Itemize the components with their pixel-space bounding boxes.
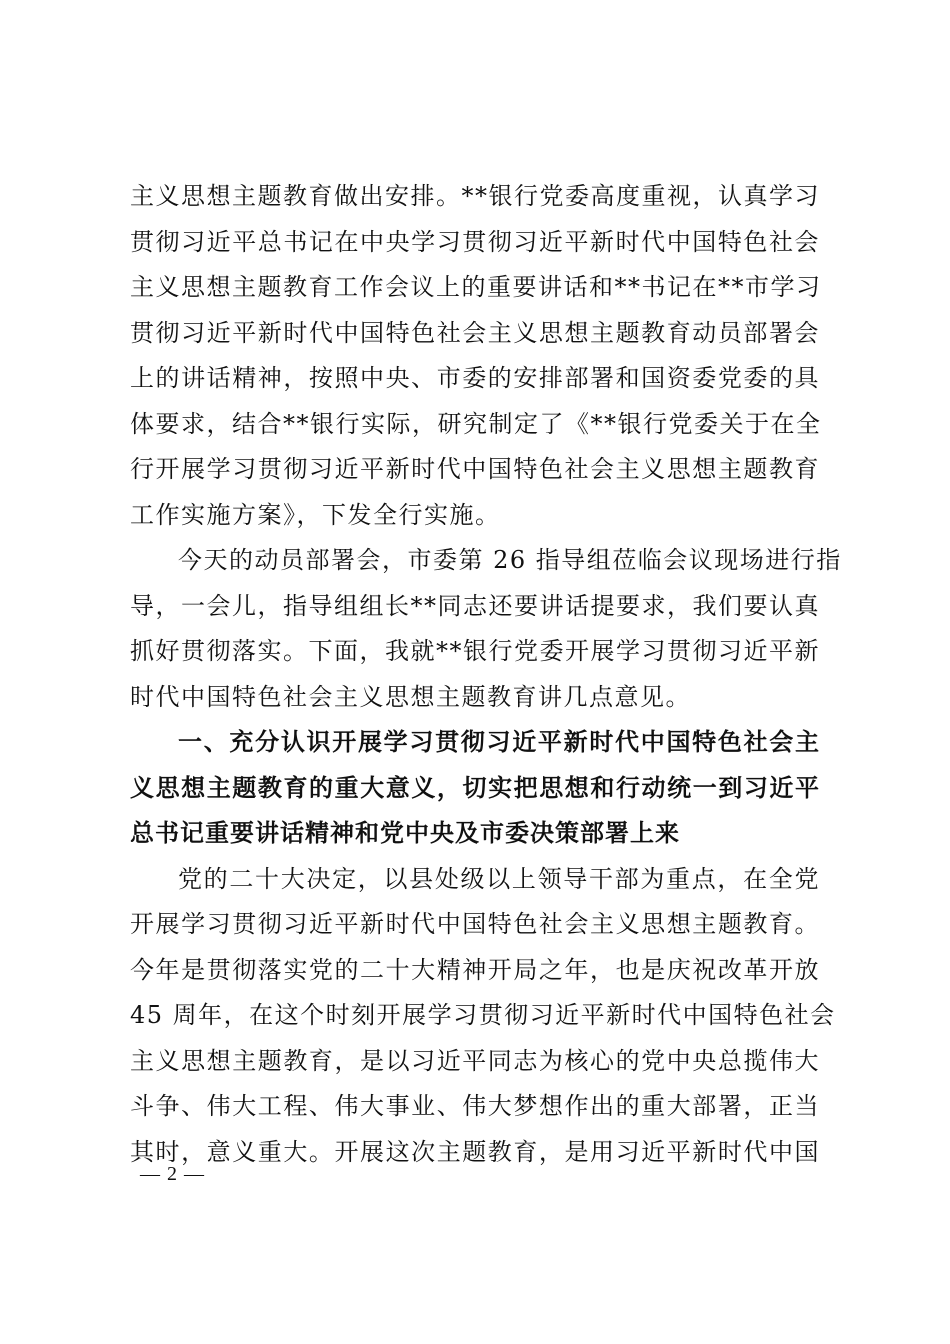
text-line: 上的讲话精神，按照中央、市委的安排部署和国资委党委的具: [130, 364, 820, 392]
page-number: — 2 —: [140, 1163, 205, 1185]
text-line: 其时，意义重大。开展这次主题教育，是用习近平新时代中国: [130, 1137, 820, 1166]
text-line: 主义思想主题教育工作会议上的重要讲话和**书记在**市学习: [130, 273, 822, 301]
text-line: 贯彻习近平总书记在中央学习贯彻习近平新时代中国特色社会: [130, 227, 820, 256]
heading-line: 总书记重要讲话精神和党中央及市委决策部署上来: [130, 819, 680, 847]
section-heading: [130, 720, 820, 857]
heading-line: 一、充分认识开展学习贯彻习近平新时代中国特色社会主: [178, 728, 820, 756]
text-line: 主义思想主题教育，是以习近平同志为核心的党中央总揽伟大: [130, 1046, 820, 1075]
heading-line: 义思想主题教育的重大意义，切实把思想和行动统一到习近平: [130, 773, 820, 802]
text-line: 行开展学习贯彻习近平新时代中国特色社会主义思想主题教育: [130, 455, 820, 483]
text-line: 开展学习贯彻习近平新时代中国特色社会主义思想主题教育。: [130, 910, 820, 938]
document-body: [130, 174, 842, 1175]
text-line: 斗争、伟大工程、伟大事业、伟大梦想作出的重大部署，正当: [130, 1092, 820, 1120]
text-line: 主义思想主题教育做出安排。**银行党委高度重视，认真学习: [130, 182, 820, 210]
text-line: 工作实施方案》，下发全行实施。: [130, 500, 501, 529]
paragraph-4: [130, 857, 836, 1176]
paragraph-1: [130, 174, 820, 538]
text-line: 体要求，结合**银行实际，研究制定了《**银行党委关于在全: [130, 409, 822, 438]
text-line: 党的二十大决定，以县处级以上领导干部为重点，在全党: [178, 864, 820, 893]
text-line: 贯彻习近平新时代中国特色社会主义思想主题教育动员部署会: [130, 318, 820, 347]
paragraph-2: [130, 538, 842, 720]
text-line: 时代中国特色社会主义思想主题教育讲几点意见。: [130, 682, 691, 711]
text-line: 今年是贯彻落实党的二十大精神开局之年，也是庆祝改革开放: [130, 955, 820, 984]
text-line: 导，一会儿，指导组组长**同志还要讲话提要求，我们要认真: [130, 591, 820, 620]
text-line: 抓好贯彻落实。下面，我就**银行党委开展学习贯彻习近平新: [130, 637, 820, 665]
text-line: 45 周年，在这个时刻开展学习贯彻习近平新时代中国特色社会: [130, 1001, 836, 1029]
text-line: 今天的动员部署会，市委第 26 指导组莅临会议现场进行指: [178, 546, 842, 574]
